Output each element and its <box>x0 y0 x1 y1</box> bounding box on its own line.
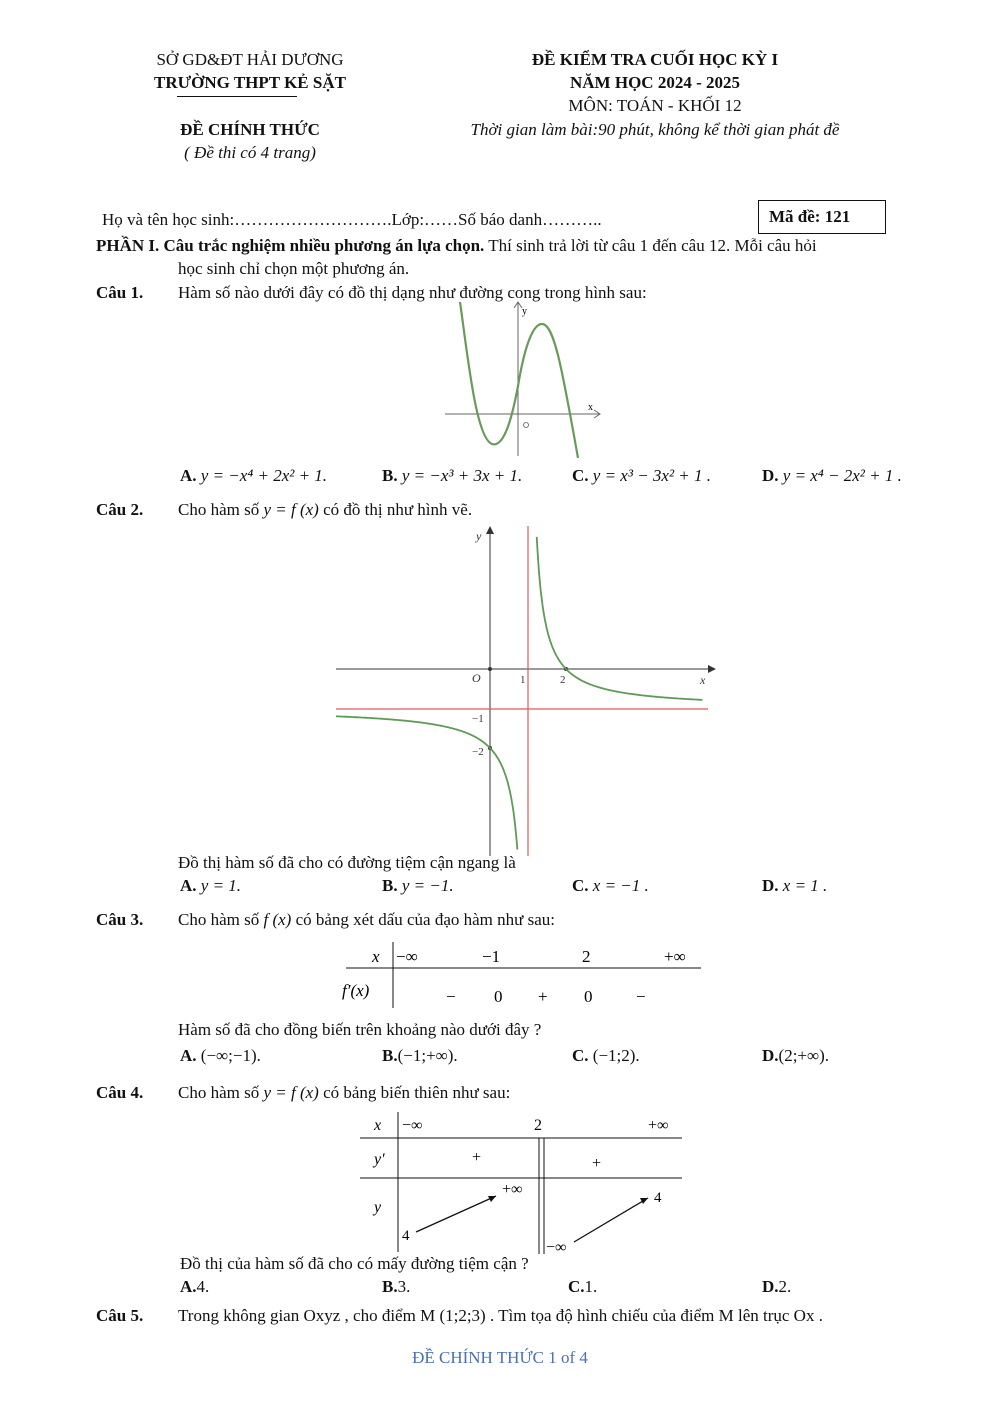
q2-text <box>178 500 472 520</box>
q1-option-c-key: C. <box>572 466 589 485</box>
q2-option-d[interactable] <box>762 876 827 896</box>
q4-sign-0: + <box>472 1149 482 1166</box>
q2-tick-2: 2 <box>560 674 566 686</box>
q2-option-d-key: D. <box>762 876 779 895</box>
q1-label: Câu 1. <box>96 283 144 302</box>
subject: MÔN: TOÁN - KHỐI 12 <box>568 96 742 115</box>
q2-text-b: có đồ thị như hình vẽ. <box>318 500 473 519</box>
q2-option-b[interactable] <box>382 876 454 896</box>
q3-x-2: 2 <box>582 947 591 966</box>
q2-option-a-text: y = 1. <box>200 876 242 895</box>
q3-label: Câu 3. <box>96 910 144 929</box>
q3-option-b-key: B. <box>382 1046 398 1065</box>
q1-option-a[interactable] <box>180 466 327 486</box>
q1-option-d-key: D. <box>762 466 779 485</box>
q4-row1-label: x <box>374 1117 382 1134</box>
q1-option-a-text: y = −x⁴ + 2x² + 1. <box>200 466 328 485</box>
q3-option-d-key: D. <box>762 1046 779 1065</box>
q3-text-b: có bảng xét dấu của đạo hàm như sau: <box>291 910 555 929</box>
q4-text-a: Cho hàm số <box>178 1083 264 1102</box>
q2-y-arrow <box>486 526 494 534</box>
q3-func: f (x) <box>263 910 292 929</box>
q1-graph <box>440 298 610 458</box>
q3-option-c-text: (−1;2). <box>592 1046 640 1065</box>
q4-option-b[interactable] <box>382 1277 410 1297</box>
q3-sign-0: − <box>446 987 456 1006</box>
q1-curve <box>460 302 578 458</box>
q3-option-a[interactable] <box>180 1046 261 1066</box>
q4-option-d-text: 2. <box>778 1277 792 1296</box>
q3-text-a: Cho hàm số <box>178 910 264 929</box>
q3-option-b[interactable] <box>382 1046 458 1066</box>
q2-option-b-text: y = −1. <box>401 876 454 895</box>
q1-option-d-text: y = x⁴ − 2x² + 1 . <box>782 466 902 485</box>
student-info-line: Họ và tên học sinh:……………………….Lớp:……Số báo danh……….. <box>102 210 602 229</box>
q4-option-b-key: B. <box>382 1277 398 1296</box>
q2-origin-label: O <box>472 671 481 685</box>
q2-text-a: Cho hàm số <box>178 500 264 519</box>
q3-text <box>178 910 555 930</box>
exam-code-box <box>758 200 886 234</box>
q4-y-2: −∞ <box>546 1239 567 1254</box>
q2-x-arrow <box>708 665 716 673</box>
q3-sign-3: 0 <box>584 987 593 1006</box>
q5-text: Trong không gian Oxyz , cho điểm M (1;2;3) . Tìm tọa độ hình chiếu của điểm M lên trục Ox . <box>178 1306 823 1325</box>
q4-func: y = f (x) <box>263 1083 319 1102</box>
q3-x-3: +∞ <box>664 947 686 966</box>
q3-option-a-text: (−∞;−1). <box>200 1046 261 1065</box>
q4-variation-table <box>360 1112 686 1254</box>
school-name: TRƯỜNG THPT KẺ SẶT <box>154 73 346 92</box>
q2-option-d-text: x = 1 . <box>782 876 828 895</box>
exam-title: ĐỀ KIỂM TRA CUỐI HỌC KỲ I <box>531 50 779 69</box>
pages-note: ( Đề thi có 4 trang) <box>184 143 316 162</box>
part1-title: PHẦN I. Câu trắc nghiệm nhiều phương án lựa chọn. <box>96 236 485 255</box>
q4-option-a-key: A. <box>180 1277 197 1296</box>
exam-time: Thời gian làm bài:90 phút, không kể thời gian phát đề <box>470 120 840 139</box>
q4-option-c-key: C. <box>568 1277 585 1296</box>
q3-option-d[interactable] <box>762 1046 829 1066</box>
q1-option-a-key: A. <box>180 466 197 485</box>
q1-y-label: y <box>522 306 527 317</box>
school-year: NĂM HỌC 2024 - 2025 <box>570 73 740 92</box>
q4-label: Câu 4. <box>96 1083 144 1102</box>
part1-instruction: Thí sinh trả lời từ câu 1 đến câu 12. Mỗi câu hỏi <box>484 236 817 255</box>
q2-x-label: x <box>700 673 706 687</box>
q3-option-c[interactable] <box>572 1046 640 1066</box>
q1-x-label: x <box>588 402 593 413</box>
q4-option-d-key: D. <box>762 1277 779 1296</box>
q4-option-a[interactable] <box>180 1277 209 1297</box>
q3-row1-label: x <box>372 947 380 966</box>
official-label: ĐỀ CHÍNH THỨC <box>180 120 320 139</box>
q2-graph <box>336 526 716 856</box>
q3-option-d-text: (2;+∞). <box>778 1046 830 1065</box>
part1-heading <box>96 236 817 256</box>
q1-option-b-text: y = −x³ + 3x + 1. <box>401 466 523 485</box>
q4-row2-label: y′ <box>374 1151 385 1168</box>
q4-option-a-text: 4. <box>196 1277 210 1296</box>
q3-option-c-key: C. <box>572 1046 589 1065</box>
q1-origin-label <box>524 423 529 428</box>
q4-arrow-up-1 <box>416 1196 496 1232</box>
q2-tick-m1: −1 <box>472 713 484 725</box>
q4-x-1: 2 <box>534 1117 542 1134</box>
q2-y-label: y <box>476 529 482 543</box>
part1-instruction-2: học sinh chỉ chọn một phương án. <box>178 259 410 278</box>
q3-sign-1: 0 <box>494 987 503 1006</box>
dept-name: SỞ GD&ĐT HẢI DƯƠNG <box>156 50 344 69</box>
q2-option-c[interactable] <box>572 876 649 896</box>
exam-code: Mã đề: 121 <box>769 207 851 226</box>
q5-label: Câu 5. <box>96 1306 144 1325</box>
q1-option-b-key: B. <box>382 466 398 485</box>
q4-y-1: +∞ <box>502 1181 523 1198</box>
q4-arrowhead-2 <box>640 1198 648 1204</box>
q4-option-d[interactable] <box>762 1277 791 1297</box>
q4-option-c-text: 1. <box>584 1277 598 1296</box>
q2-option-c-key: C. <box>572 876 589 895</box>
q2-label: Câu 2. <box>96 500 144 519</box>
q3-sign-2: + <box>538 987 548 1006</box>
q3-sign-table <box>336 940 706 1012</box>
q4-x-2: +∞ <box>648 1117 669 1134</box>
q4-text-b: có bảng biến thiên như sau: <box>318 1083 511 1102</box>
q4-y-0: 4 <box>402 1228 410 1244</box>
q3-option-b-text: (−1;+∞). <box>397 1046 458 1065</box>
q4-row3-label: y <box>374 1199 382 1216</box>
q1-option-d[interactable] <box>762 466 902 486</box>
q4-option-c[interactable] <box>568 1277 597 1297</box>
page-footer: ĐỀ CHÍNH THỨC 1 of 4 <box>412 1348 588 1367</box>
q2-func: y = f (x) <box>263 500 319 519</box>
q3-option-a-key: A. <box>180 1046 197 1065</box>
q4-y-3: 4 <box>654 1190 662 1206</box>
q4-sign-1: + <box>592 1155 602 1172</box>
q2-origin-point <box>488 667 492 671</box>
q3-sign-4: − <box>636 987 646 1006</box>
q4-text <box>178 1083 510 1103</box>
q2-option-a[interactable] <box>180 876 241 896</box>
q2-tick-1: 1 <box>520 674 526 686</box>
q4-question: Đồ thị của hàm số đã cho có mấy đường tiệm cận ? <box>180 1254 529 1273</box>
q4-arrow-up-2 <box>574 1198 648 1242</box>
q3-row2-label: f′(x) <box>342 981 370 1000</box>
q1-text: Hàm số nào dưới đây có đồ thị dạng như đường cong trong hình sau: <box>178 283 647 302</box>
q2-question: Đồ thị hàm số đã cho có đường tiệm cận ngang là <box>178 853 516 872</box>
header-underline <box>177 96 297 97</box>
q4-x-0: −∞ <box>402 1117 423 1134</box>
q2-option-a-key: A. <box>180 876 197 895</box>
q1-option-b[interactable] <box>382 466 522 486</box>
q2-option-c-text: x = −1 . <box>592 876 649 895</box>
q2-option-b-key: B. <box>382 876 398 895</box>
q3-question: Hàm số đã cho đồng biến trên khoảng nào dưới đây ? <box>178 1020 542 1039</box>
q1-option-c-text: y = x³ − 3x² + 1 . <box>592 466 712 485</box>
q2-tick-m2: −2 <box>472 746 484 758</box>
q3-x-1: −1 <box>482 947 501 966</box>
q3-x-0: −∞ <box>396 947 418 966</box>
q1-option-c[interactable] <box>572 466 711 486</box>
q4-option-b-text: 3. <box>397 1277 411 1296</box>
